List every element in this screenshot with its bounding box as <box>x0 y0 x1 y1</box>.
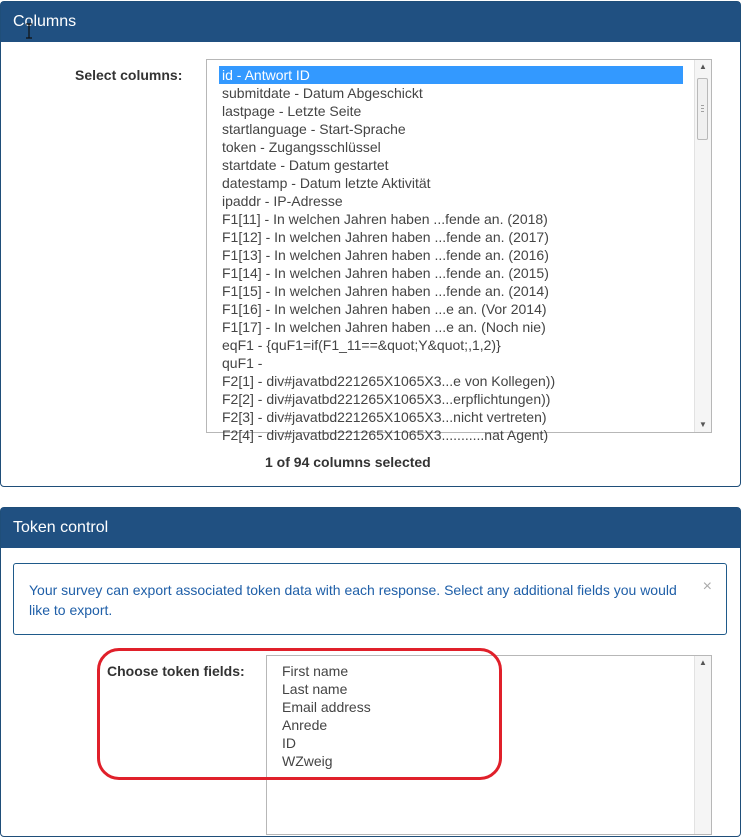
token-field-option[interactable]: Last name <box>282 681 348 697</box>
column-option[interactable]: F2[3] - div#javatbd221265X1065X3...nicht vertreten) <box>222 409 547 425</box>
token-field-option[interactable]: First name <box>282 663 349 679</box>
column-option[interactable]: submitdate - Datum Abgeschickt <box>222 85 423 101</box>
token-panel-title: Token control <box>13 519 109 536</box>
column-option[interactable]: startdate - Datum gestartet <box>222 157 389 173</box>
token-panel-header <box>1 508 740 548</box>
token-scrollbar[interactable] <box>694 656 711 834</box>
column-option[interactable]: lastpage - Letzte Seite <box>222 103 362 119</box>
column-option[interactable]: startlanguage - Start-Sprache <box>222 121 406 137</box>
column-option[interactable]: eqF1 - {quF1=if(F1_11==&quot;Y&quot;,1,2)} <box>222 337 501 353</box>
select-columns-label: Select columns: <box>75 67 183 83</box>
column-option[interactable]: F2[1] - div#javatbd221265X1065X3...e von Kollegen)) <box>222 373 556 389</box>
columns-options <box>219 66 683 444</box>
down-arrow-icon[interactable]: ▼ <box>699 420 707 429</box>
text-cursor-icon <box>25 23 33 39</box>
columns-scrollbar[interactable] <box>694 60 711 432</box>
token-field-option[interactable]: WZweig <box>282 753 333 769</box>
selected-count: 1 of 94 columns selected <box>265 454 431 470</box>
column-option[interactable]: F1[14] - In welchen Jahren haben ...fende an. (2015) <box>222 265 549 281</box>
column-option[interactable]: F1[11] - In welchen Jahren haben ...fende an. (2018) <box>222 211 548 227</box>
column-option[interactable]: F1[12] - In welchen Jahren haben ...fende an. (2017) <box>222 229 549 245</box>
column-option[interactable]: F1[17] - In welchen Jahren haben ...e an. (Noch nie) <box>222 319 546 335</box>
column-option[interactable]: F1[16] - In welchen Jahren haben ...e an. (Vor 2014) <box>222 301 547 317</box>
column-option[interactable]: F1[13] - In welchen Jahren haben ...fende an. (2016) <box>222 247 549 263</box>
column-option[interactable]: token - Zugangsschlüssel <box>222 139 381 155</box>
column-option[interactable]: F2[4] - div#javatbd221265X1065X3...........nat Agent) <box>222 427 549 443</box>
columns-panel <box>0 1 741 487</box>
up-arrow-icon[interactable]: ▲ <box>699 62 707 71</box>
token-fields-options <box>279 662 683 770</box>
info-alert <box>13 563 727 635</box>
column-option[interactable]: quF1 - <box>222 355 263 371</box>
token-field-option[interactable]: Anrede <box>282 717 328 733</box>
info-alert-text: Your survey can export associated token data with each response. Select any additional fields you would like to export. <box>29 582 677 618</box>
columns-panel-title: Columns <box>13 13 77 30</box>
columns-listbox[interactable] <box>206 59 712 443</box>
column-option[interactable]: F1[15] - In welchen Jahren haben ...fende an. (2014) <box>222 283 549 299</box>
scroll-thumb[interactable] <box>697 78 708 140</box>
column-option[interactable]: id - Antwort ID <box>219 66 683 84</box>
up-arrow-icon[interactable]: ▲ <box>699 658 707 667</box>
column-option[interactable]: datestamp - Datum letzte Aktivität <box>222 175 431 191</box>
close-icon[interactable]: × <box>702 578 712 595</box>
column-option[interactable]: ipaddr - IP-Adresse <box>222 193 343 209</box>
token-control-panel <box>0 507 741 837</box>
columns-panel-header <box>1 2 740 42</box>
token-fields-listbox[interactable] <box>266 655 712 835</box>
choose-token-fields-label: Choose token fields: <box>107 663 245 679</box>
column-option[interactable]: F2[2] - div#javatbd221265X1065X3...erpflichtungen)) <box>222 391 551 407</box>
token-field-option[interactable]: Email address <box>282 699 371 715</box>
token-field-option[interactable]: ID <box>282 735 296 751</box>
